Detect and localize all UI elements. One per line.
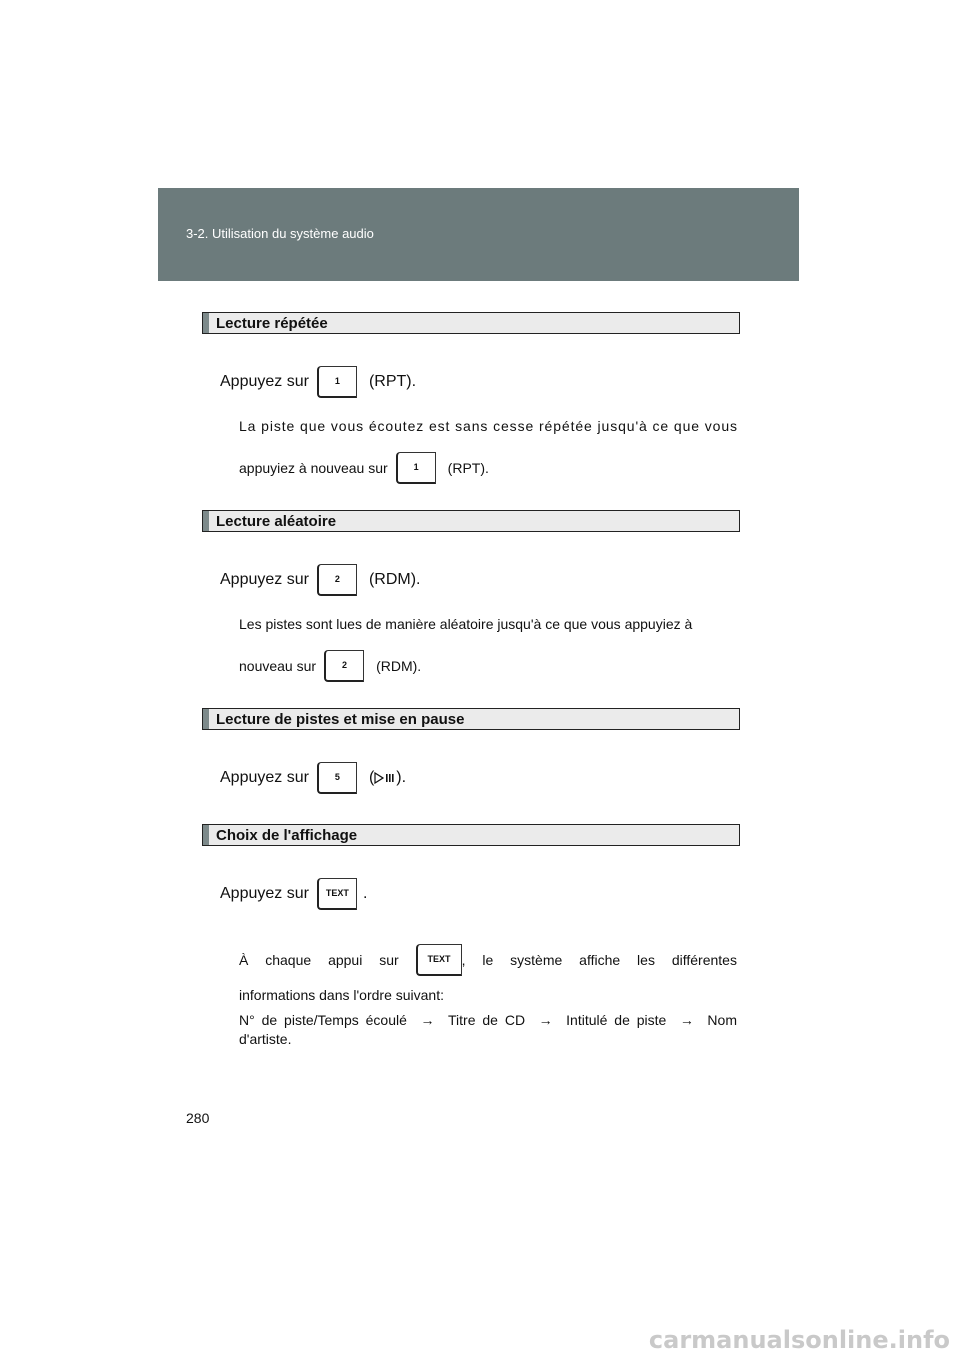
description-random-line2 (239, 650, 421, 682)
section-title: Lecture de pistes et mise en pause (216, 711, 465, 728)
watermark-logo: carmanualsonline.info (648, 1326, 950, 1354)
chapter-header (158, 188, 799, 281)
instruction-suffix: (RDM). (368, 571, 421, 588)
description-text: nouveau sur (239, 658, 317, 674)
section-marker (203, 825, 209, 845)
instruction-random (220, 564, 420, 596)
description-suffix: (RPT). (447, 460, 489, 476)
order-item: Intitulé de piste (566, 1012, 667, 1028)
description-text: Les pistes sont lues de manière aléatoire jusqu'à ce que vous appuyiez à (239, 616, 693, 632)
description-random-line1 (239, 616, 692, 632)
section-heading-display (202, 824, 740, 846)
instruction-text: Appuyez sur (220, 769, 309, 786)
word: le (482, 952, 494, 968)
breadcrumb: 3-2. Utilisation du système audio (186, 226, 374, 241)
section-marker (203, 313, 209, 333)
section-heading-random (202, 510, 740, 532)
key-2-button-icon: 2 (317, 564, 357, 596)
display-order-tail (239, 1031, 291, 1047)
display-order-sequence (239, 1012, 737, 1028)
section-title: Lecture répétée (216, 315, 328, 332)
section-title: Lecture aléatoire (216, 513, 337, 530)
description-text: informations dans l'ordre suivant: (239, 987, 444, 1003)
section-heading-playpause (202, 708, 740, 730)
section-title: Choix de l'affichage (216, 827, 358, 844)
section-heading-repeat (202, 312, 740, 334)
instruction-display (220, 878, 367, 910)
description-text: d'artiste. (239, 1031, 292, 1047)
word: À (239, 952, 249, 968)
instruction-text: Appuyez sur (220, 885, 309, 902)
section-marker (203, 511, 209, 531)
play-pause-icon (374, 772, 396, 784)
instruction-text: Appuyez sur (220, 373, 309, 390)
text-button-icon: TEXT (416, 944, 462, 976)
key-5-button-icon: 5 (317, 762, 357, 794)
key-1-button-icon: 1 (396, 452, 436, 484)
description-repeat-line1 (239, 418, 737, 434)
order-item: Titre de CD (448, 1012, 526, 1028)
description-repeat-line2 (239, 452, 489, 484)
description-suffix: (RDM). (376, 658, 422, 674)
instruction-suffix: . (362, 885, 368, 902)
description-display-line2 (239, 987, 444, 1003)
paren-open: ( (368, 769, 375, 786)
order-item: N° de piste/Temps écoulé (239, 1012, 407, 1028)
key-1-button-icon: 1 (317, 366, 357, 398)
word: chaque (265, 952, 312, 968)
arrow-right-icon: → (420, 1012, 435, 1028)
text-button-icon: TEXT (317, 878, 357, 910)
arrow-right-icon: → (538, 1012, 553, 1028)
key-with-comma: TEXT , (416, 944, 466, 976)
section-marker (203, 709, 209, 729)
description-text: appuyiez à nouveau sur (239, 460, 388, 476)
word: différentes (671, 952, 737, 968)
word: les (637, 952, 655, 968)
word: sur (379, 952, 399, 968)
word: appui (328, 952, 363, 968)
description-display-line1 (239, 944, 737, 976)
key-2-button-icon: 2 (324, 650, 364, 682)
page-number: 280 (186, 1110, 210, 1126)
word: affiche (579, 952, 621, 968)
arrow-right-icon: → (679, 1012, 694, 1028)
instruction-playpause (220, 762, 406, 794)
description-text: La piste que vous écoutez est sans cesse répétée jusqu'à ce que vous (239, 418, 738, 434)
word: système (510, 952, 563, 968)
instruction-suffix: (RPT). (368, 373, 417, 390)
paren-close: ). (396, 769, 407, 786)
order-item: Nom (707, 1012, 737, 1028)
instruction-repeat (220, 366, 416, 398)
instruction-text: Appuyez sur (220, 571, 309, 588)
